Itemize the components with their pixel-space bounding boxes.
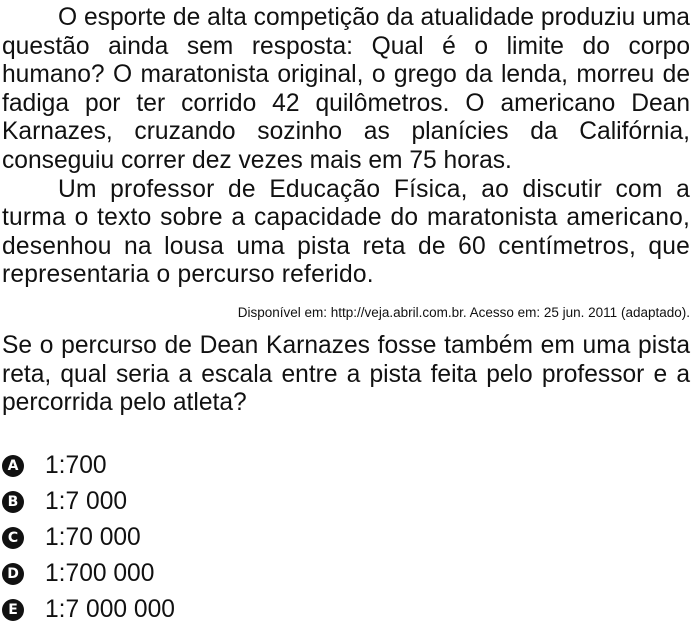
option-c-letter-icon: C bbox=[2, 527, 24, 549]
option-e-letter-icon: E bbox=[2, 599, 24, 621]
option-a-text: 1:700 bbox=[45, 451, 107, 479]
option-b-letter-icon: B bbox=[2, 491, 24, 513]
passage-paragraph-1: O esporte de alta competição da atualidade produziu uma questão ainda sem resposta: Qual é o limite do corpo humano? O maratonista original, o grego da lenda, morreu de fadiga por ter corrido 42 quilômetros. O americano Dean Karnazes, cruzando sozinho as planícies da Califórnia, conseguiu correr dez vezes mais em 75 horas. bbox=[2, 4, 690, 174]
option-d-letter-icon: D bbox=[2, 563, 24, 585]
option-b[interactable] bbox=[2, 484, 690, 520]
option-e[interactable] bbox=[2, 592, 690, 628]
option-a[interactable] bbox=[2, 448, 690, 484]
option-d-text: 1:700 000 bbox=[45, 559, 155, 587]
option-e-text: 1:7 000 000 bbox=[45, 595, 175, 623]
option-a-letter-icon: A bbox=[2, 455, 24, 477]
passage-paragraph-2: Um professor de Educação Física, ao discutir com a turma o texto sobre a capacidade do maratonista americano, desenhou na lousa uma pista reta de 60 centímetros, que representaria o percurso referido. bbox=[2, 175, 690, 289]
option-d[interactable] bbox=[2, 556, 690, 592]
option-b-text: 1:7 000 bbox=[45, 487, 128, 515]
question-stem: Se o percurso de Dean Karnazes fosse também em uma pista reta, qual seria a escala entre a pista feita pelo professor e a percorrida pelo atleta? bbox=[2, 331, 690, 417]
option-c[interactable] bbox=[2, 520, 690, 556]
passage bbox=[2, 4, 690, 322]
answer-options bbox=[2, 448, 690, 628]
option-c-text: 1:70 000 bbox=[45, 523, 141, 551]
source-citation: Disponível em: http://veja.abril.com.br. Acesso em: 25 jun. 2011 (adaptado). bbox=[237, 304, 690, 320]
